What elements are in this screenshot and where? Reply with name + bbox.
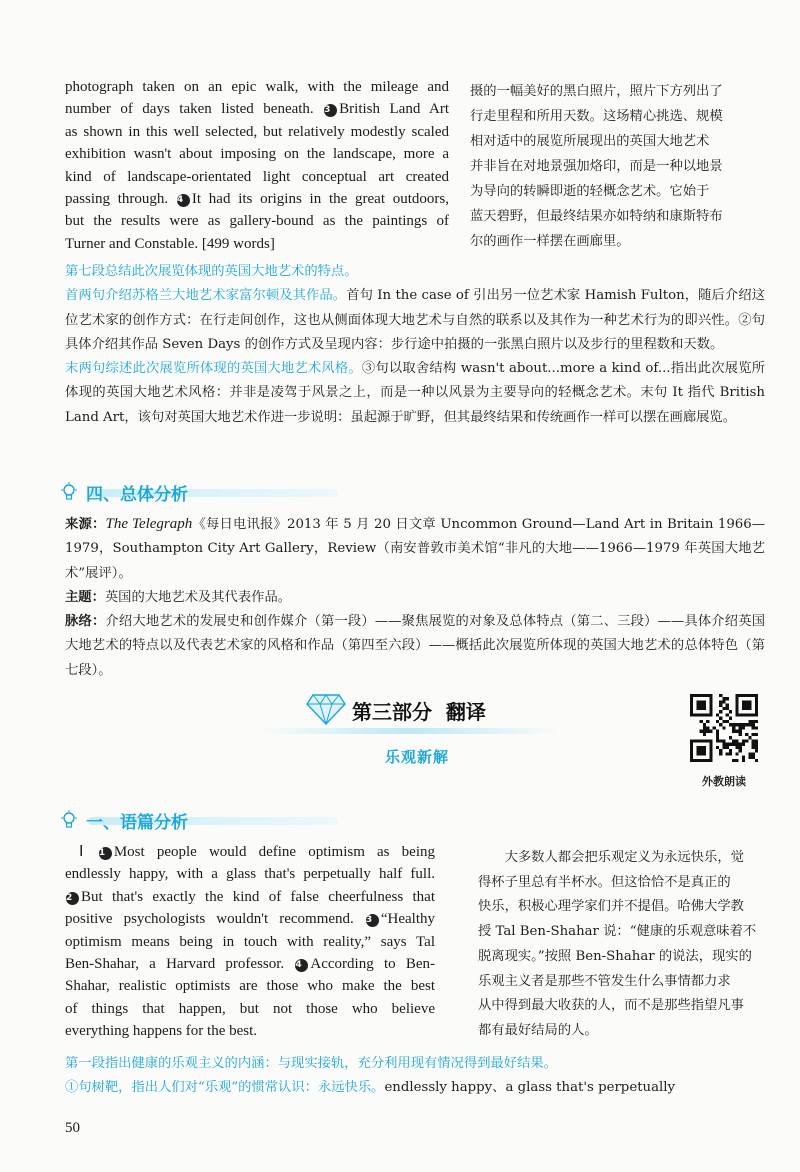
- passage-chinese-top: [470, 79, 770, 254]
- english-text: British Land Art: [339, 101, 449, 118]
- analysis-line: [65, 260, 765, 284]
- english-line: [65, 908, 435, 930]
- english-line: [65, 143, 449, 165]
- diamond-icon: [305, 692, 347, 730]
- passage-english-top: [65, 76, 449, 255]
- chinese-line: 授 Tal Ben-Shahar 说：“健康的乐观意味着不: [478, 924, 757, 940]
- overall-analysis-content: [65, 512, 765, 683]
- english-text: Most people would define optimism as being: [113, 844, 435, 860]
- english-text: as shown in this well selected, but relatively modestly scaled: [65, 123, 449, 140]
- english-text: But that's exactly the kind of false cheerfulness that: [81, 888, 435, 905]
- analysis-summary: 第一段指出健康的乐观主义的内涵：与现实接轨，充分利用现有情况得到最好结果。: [65, 1056, 557, 1071]
- sentence-number: 3: [366, 914, 379, 927]
- theme-line: 主题：英国的大地艺术及其代表作品。: [65, 589, 292, 605]
- english-text: everything happens for the best.: [65, 1023, 258, 1040]
- context-line: 脉络：介绍大地艺术的发展史和创作媒介（第一段）——聚焦展览的对象及总体特点（第二、三段）——具体介绍英国大地艺术的特点以及代表艺术家的风格和作品（第四至六段）——概括此次展览所体现的英国大地艺术的总体特色（第七段）。: [65, 614, 766, 678]
- english-line: [65, 76, 449, 98]
- sentence-number: 2: [66, 892, 79, 905]
- english-text: exhibition wasn't about imposing on the landscape, more a: [65, 146, 449, 163]
- passage-subtitle: 乐观新解: [385, 748, 450, 766]
- english-line: [65, 210, 449, 232]
- english-line: [65, 998, 435, 1020]
- english-line: [65, 188, 449, 210]
- analysis-line: [65, 357, 765, 430]
- english-line: [65, 98, 449, 120]
- analysis-summary: 末两句综述此次展览所体现的英国大地艺术风格。: [65, 361, 362, 377]
- english-text: According to Ben-: [310, 956, 435, 973]
- chinese-line: 并非旨在对地景强加烙印，而是一种以地景: [470, 159, 723, 174]
- chinese-line: 大多数人都会把乐观定义为永远快乐，觉: [478, 850, 744, 865]
- analysis-paragraph-seven: [65, 260, 765, 430]
- sentence-number: 4: [177, 194, 190, 207]
- english-text: kind of landscape-orientated light conceptual art created: [65, 168, 449, 185]
- english-line: [65, 975, 435, 997]
- section-overall-analysis-heading: [58, 477, 458, 507]
- lightbulb-icon: [58, 809, 80, 831]
- analysis-detail: endlessly happy、a glass that's perpetually: [384, 1080, 676, 1096]
- english-text: Shahar, realistic optimists are those who make the best: [65, 978, 435, 995]
- english-text: endlessly happy, with a glass that's perpetually half full.: [65, 866, 435, 883]
- part-three-title: 第三部分 翻译: [352, 700, 486, 724]
- chinese-line: 得杯子里总有半杯水。但这恰恰不是真正的: [478, 874, 731, 890]
- chinese-line: 都有最好结局的人。: [478, 1022, 598, 1038]
- english-line: [65, 931, 435, 953]
- chinese-line: 乐观主义者是那些不管发生什么事情都力求: [478, 973, 731, 989]
- english-text: but the results were as gallery-bound as the paintings of: [65, 213, 449, 230]
- english-text: photograph taken on an epic walk, with the mileage and: [65, 79, 449, 95]
- chinese-line: 尔的画作一样摆在画廊里。: [470, 234, 630, 249]
- english-line: [65, 166, 449, 188]
- english-text: optimism means being in touch with reality,” says Tal: [65, 933, 435, 950]
- part-three-banner: [260, 690, 570, 780]
- paragraph-roman-numeral: Ⅰ: [79, 844, 92, 860]
- chinese-line: 从中得到最大收获的人，而不是那些指望凡事: [478, 998, 744, 1014]
- english-text: Turner and Constable. [499 words]: [65, 235, 275, 252]
- section-discourse-analysis-heading: [58, 805, 458, 835]
- qr-code[interactable]: [690, 694, 758, 762]
- qr-caption: 外教朗读: [702, 775, 746, 788]
- english-text: Ben-Shahar, a Harvard professor.: [65, 956, 295, 973]
- chinese-line: 摄的一幅美好的黑白照片，照片下方列出了: [470, 84, 723, 99]
- chinese-line: 脱离现实。”按照 Ben-Shahar 的说法，现实的: [478, 948, 752, 964]
- chinese-line: 蓝天碧野，但最终结果亦如特纳和康斯特布: [470, 209, 723, 224]
- section-one-title: 一、语篇分析: [86, 812, 188, 833]
- english-line: [65, 233, 449, 255]
- english-text: It had its origins in the great outdoors,: [191, 191, 449, 208]
- english-text: “Healthy: [380, 911, 435, 928]
- english-text: number of days taken listed beneath.: [65, 101, 324, 118]
- chinese-line: 相对适中的展览所展现出的英国大地艺术: [470, 134, 710, 149]
- passage-chinese-bottom: [478, 846, 778, 1044]
- analysis-line: [65, 1076, 765, 1100]
- english-text: positive psychologists wouldn't recommend.: [65, 911, 365, 928]
- english-line: [65, 121, 449, 143]
- english-line: [65, 1020, 435, 1042]
- analysis-paragraph-one: [65, 1052, 765, 1101]
- passage-english-bottom: [65, 841, 435, 1043]
- chinese-line: 快乐，积极心理学家们并不提倡。哈佛大学教: [478, 899, 744, 915]
- chinese-line: 行走里程和所用天数。这场精心挑选、规模: [470, 109, 723, 124]
- section-four-title: 四、总体分析: [86, 484, 188, 505]
- english-line: [65, 953, 435, 975]
- analysis-detail: 首句 In the case of 引出另一位艺术家 Hamish Fulton，随后介绍这位艺术家的创作方式：在行走间创作，这也从侧面体现大地艺术与自然的联系以及其作为一种艺术行为的即兴性。②句具体介绍其作品 Seven Days 的创作方式及呈现内容：步行途中拍摄的一张黑白照片以及步行的里程数和天数。: [65, 288, 766, 352]
- analysis-summary: 首两句介绍苏格兰大地艺术家富尔顿及其作品。: [65, 288, 347, 304]
- analysis-line: [65, 1052, 765, 1076]
- analysis-summary: 第七段总结此次展览体现的英国大地艺术的特点。: [65, 264, 358, 279]
- analysis-detail: ③句以取舍结构 wasn't about...more a kind of...指出此次展览所体现的英国大地艺术风格：并非是凌驾于风景之上，而是一种以风景为主要导向的轻概念艺术。末句 It 指代 British Land Art，该句对英国大地艺术作进一步说明：虽起源于旷野，但其最终结果和传统画作一样可以摆在画廊展览。: [65, 361, 766, 425]
- source-line: 来源：The Telegraph《每日电讯报》2013 年 5 月 20 日文章 Uncommon Ground—Land Art in Britain 1966—1979，Southampton City Art Gallery，Review（南安普敦市美术馆“非凡的大地——1966—1979 年英国大地艺术”展评）。: [65, 516, 765, 581]
- english-text: passing through.: [65, 191, 176, 208]
- sentence-number: 4: [295, 959, 308, 972]
- english-text: of things that happen, but not those who believe: [65, 1000, 435, 1017]
- page-number: 50: [65, 1120, 80, 1136]
- analysis-summary: ①句树靶，指出人们对“乐观”的惯常认识：永远快乐。: [65, 1080, 385, 1096]
- english-line: [65, 841, 435, 863]
- english-line: [65, 886, 435, 908]
- sentence-number: 1: [99, 847, 112, 860]
- english-line: [65, 863, 435, 885]
- analysis-line: [65, 284, 765, 357]
- chinese-line: 为导向的转瞬即逝的轻概念艺术。它始于: [470, 184, 710, 199]
- sentence-number: 3: [324, 104, 337, 117]
- lightbulb-icon: [58, 481, 80, 503]
